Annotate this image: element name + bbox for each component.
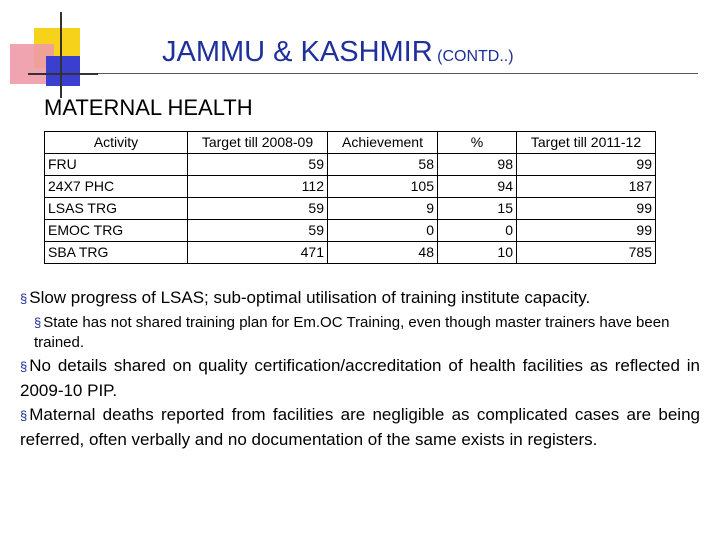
decor-blue-square	[46, 56, 80, 86]
bullet-maternal-deaths	[20, 403, 700, 452]
bullet-lsas-progress	[20, 288, 710, 308]
slide-title	[162, 36, 514, 69]
bullet-marker: §	[20, 359, 28, 374]
cell-activity: LSAS TRG	[45, 198, 188, 220]
bullet-text: Slow progress of LSAS; sub-optimal utilisation of training institute capacity.	[29, 288, 591, 307]
cell-activity: EMOC TRG	[45, 220, 188, 242]
decor-vertical-line	[60, 12, 62, 98]
table-header-row	[45, 132, 656, 154]
cell-percent: 94	[438, 176, 517, 198]
table-row	[45, 176, 656, 198]
title-main: JAMMU & KASHMIR	[162, 36, 433, 68]
cell-target-2008-09: 59	[188, 154, 328, 176]
cell-activity: FRU	[45, 154, 188, 176]
title-sub: (CONTD..)	[437, 48, 514, 65]
title-rule	[98, 73, 698, 74]
cell-target-2011-12: 99	[517, 198, 656, 220]
maternal-health-table	[44, 131, 656, 264]
cell-activity: SBA TRG	[45, 242, 188, 264]
cell-percent: 15	[438, 198, 517, 220]
bullet-marker: §	[20, 408, 28, 423]
cell-target-2011-12: 99	[517, 154, 656, 176]
cell-percent: 98	[438, 154, 517, 176]
cell-target-2011-12: 99	[517, 220, 656, 242]
table-row	[45, 154, 656, 176]
cell-achievement: 48	[328, 242, 438, 264]
header-achievement: Achievement	[328, 132, 438, 154]
bullet-marker: §	[34, 315, 42, 330]
header-percent: %	[438, 132, 517, 154]
header-activity: Activity	[45, 132, 188, 154]
table-row	[45, 198, 656, 220]
cell-activity: 24X7 PHC	[45, 176, 188, 198]
section-heading: MATERNAL HEALTH	[44, 95, 253, 120]
cell-achievement: 0	[328, 220, 438, 242]
cell-percent: 10	[438, 242, 517, 264]
table-row	[45, 242, 656, 264]
header-target-2008-09: Target till 2008-09	[188, 132, 328, 154]
decor-horizontal-line	[28, 73, 98, 75]
cell-achievement: 58	[328, 154, 438, 176]
cell-target-2008-09: 59	[188, 220, 328, 242]
cell-achievement: 9	[328, 198, 438, 220]
table-row	[45, 220, 656, 242]
bullet-text: State has not shared training plan for Em.OC Training, even though master trainers have been trained.	[34, 314, 670, 351]
cell-percent: 0	[438, 220, 517, 242]
bullet-emoc-training-plan	[34, 313, 702, 353]
bullet-quality-certification	[20, 354, 700, 403]
cell-achievement: 105	[328, 176, 438, 198]
bullet-text: Maternal deaths reported from facilities are negligible as complicated cases are being referred, often verbally and no documentation of the same exists in registers.	[20, 405, 700, 449]
bullet-text: No details shared on quality certification/accreditation of health facilities as reflected in 2009-10 PIP.	[20, 356, 700, 400]
cell-target-2011-12: 187	[517, 176, 656, 198]
bullet-marker: §	[20, 291, 28, 306]
header-target-2011-12: Target till 2011-12	[517, 132, 656, 154]
cell-target-2008-09: 112	[188, 176, 328, 198]
cell-target-2008-09: 471	[188, 242, 328, 264]
cell-target-2008-09: 59	[188, 198, 328, 220]
cell-target-2011-12: 785	[517, 242, 656, 264]
